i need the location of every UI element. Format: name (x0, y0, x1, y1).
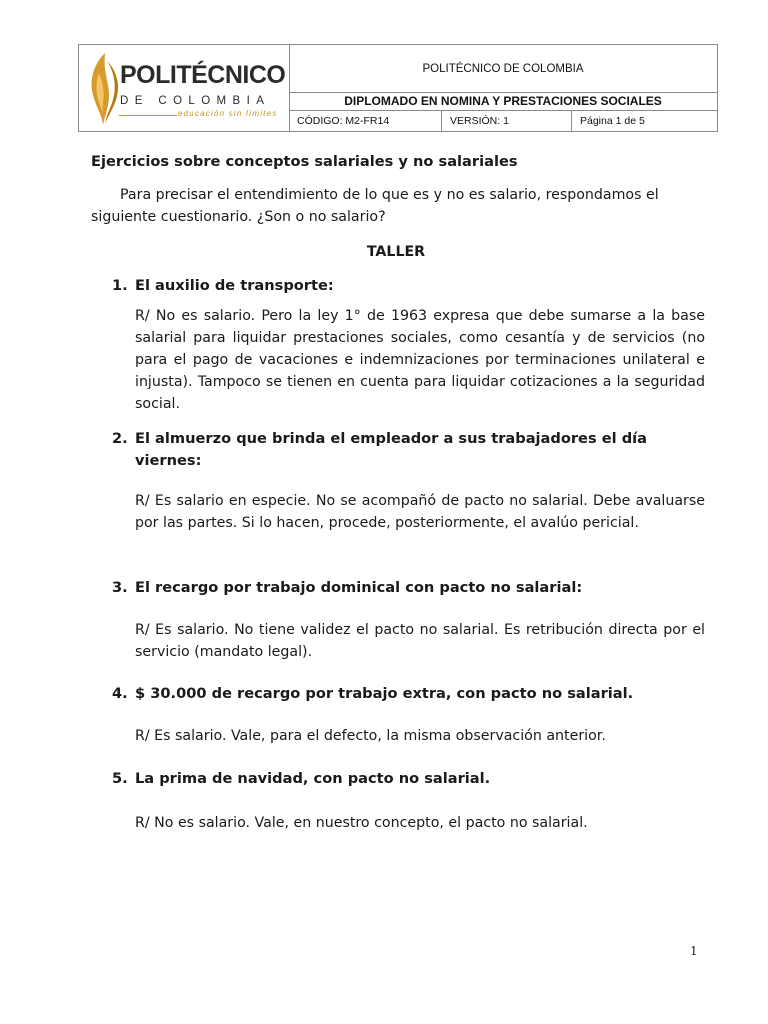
question-3-text: El recargo por trabajo dominical con pacto no salarial: (135, 579, 583, 596)
question-4-number: 4. (112, 685, 128, 702)
logo-divider (119, 115, 177, 116)
question-4-answer: R/ Es salario. Vale, para el defecto, la misma observación anterior. (135, 728, 606, 744)
question-4-text: $ 30.000 de recargo por trabajo extra, con pacto no salarial. (135, 685, 634, 702)
question-3-answer: R/ Es salario. No tiene validez el pacto no salarial. Es retribución directa por el servicio (mandato legal). (135, 622, 705, 660)
header-version: VERSIÓN: 1 (442, 110, 572, 131)
header-institution: POLITÉCNICO DE COLOMBIA (289, 45, 717, 93)
question-1-text: El auxilio de transporte: (135, 277, 334, 294)
question-1-answer: R/ No es salario. Pero la ley 1° de 1963 expresa que debe sumarse a la base salarial para liquidar prestaciones sociales, como cesantía y de servicios (no para el pago de vacaciones e indemnizaciones por terminaciones unilateral e injusta). Tampoco se tienen en cuenta para liquidar cotizaciones a la seguridad social. (135, 308, 705, 412)
question-5-number: 5. (112, 770, 128, 787)
question-5-answer: R/ No es salario. Vale, en nuestro concepto, el pacto no salarial. (135, 815, 588, 831)
logo-tagline: educación sin límites (178, 109, 278, 118)
question-3-number: 3. (112, 579, 128, 596)
logo-subtitle: DE COLOMBIA (120, 95, 271, 107)
header-code: CÓDIGO: M2-FR14 (289, 110, 442, 131)
question-1-number: 1. (112, 277, 128, 294)
header-program: DIPLOMADO EN NOMINA Y PRESTACIONES SOCIALES (289, 92, 717, 111)
question-2-text: El almuerzo que brinda el empleador a sus trabajadores el día viernes: (135, 430, 647, 469)
institution-logo (79, 45, 290, 131)
question-2-answer: R/ Es salario en especie. No se acompañó de pacto no salarial. Debe avaluarse por las partes. Si lo hacen, procede, posteriormente, el avalúo pericial. (135, 493, 705, 531)
header-meta-row (289, 110, 717, 131)
flame-logo-icon (85, 51, 121, 127)
intro-line-1: Para precisar el entendimiento de lo que es y no es salario, respondamos el (120, 187, 659, 203)
page-number: 1 (690, 944, 698, 958)
question-5-text: La prima de navidad, con pacto no salarial. (135, 770, 491, 787)
document-title: Ejercicios sobre conceptos salariales y no salariales (91, 153, 518, 170)
section-heading: TALLER (366, 244, 426, 260)
header-page: Página 1 de 5 (580, 114, 645, 127)
logo-wordmark: POLITÉCNICO (120, 61, 286, 89)
document-header-table (78, 44, 718, 132)
intro-line-2: siguiente cuestionario. ¿Son o no salario? (91, 209, 386, 225)
question-2-number: 2. (112, 430, 128, 447)
